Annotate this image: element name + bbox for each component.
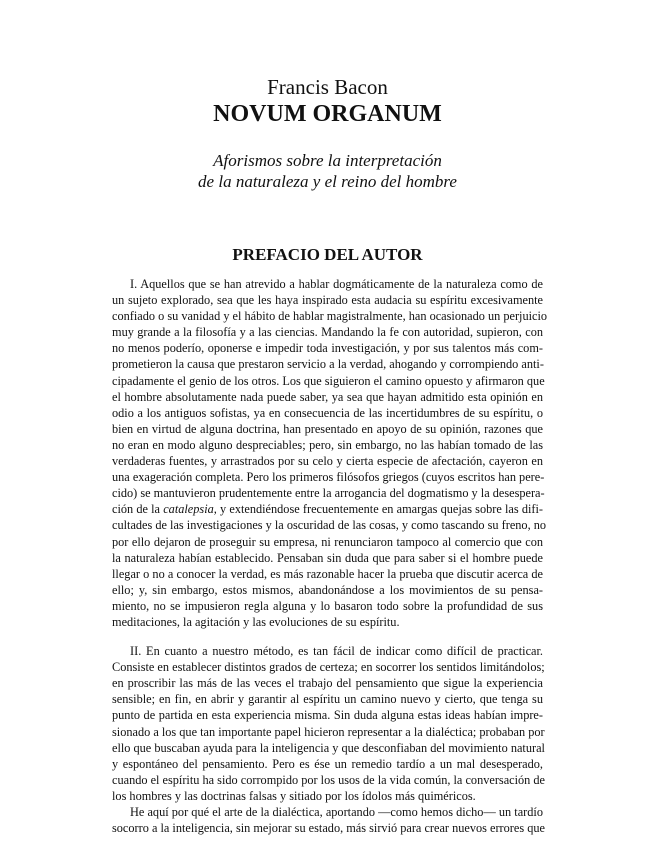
text-line: sionado a los que tan importante papel hicieron representar a la dialéctica; probaban por [112,724,545,739]
text-line: no menos poderío, oponerse e impedir toda investigación, y por sus talentos más com- [112,341,543,356]
text-line: cuando el espíritu ha sido corrompido por los usos de la vida común, la conversación de [112,772,546,787]
text-line: llegar o no a conocer la verdad, es más razonable hacer la prueba que discutir acerca de [112,566,543,581]
text-line [112,501,543,517]
paragraph-2 [112,643,546,804]
text-line: cultades de las investigaciones y la oscuridad de las cosas, y como tascando su freno, no [112,518,547,533]
text-line: el hombre absolutamente nada puede saber, ya sea que hayan admitido esta opinión en [112,389,543,404]
text-line: Consiste en establecer distintos grados de certeza; en socorrer los sentidos limitándolos; [112,660,545,675]
text-line: ello que buscaban ayuda para la inteligencia y que desconfiaban del movimiento natural [112,740,545,755]
body-text [112,276,548,836]
text-line: un sujeto explorado, sea que les haya inspirado esta audacia su espíritu excesivamente [112,293,543,308]
text-line: He aquí por qué el arte de la dialéctica, aportando —como hemos dicho— un tardío [130,805,543,819]
text-line: sensible; en fin, en abrir y garantir al espíritu un camino nuevo y cierto, que tenga su [112,692,543,707]
text-line: la naturaleza habían establecido. Pensaban sin duda que para saber si el hombre puede [112,550,543,565]
text-line: los hombres y las doctrinas falsas y sitiado por los ídolos más quiméricos. [112,788,476,803]
text-line: prometieron la causa que prestaron servicio a la verdad, ahogando y corrompiendo anti- [112,357,544,372]
text-line: ello; y, sin embargo, estos mismos, abandonándose a los movimientos de su pensa- [112,582,543,597]
text-line: confiado o su vanidad y el hábito de hablar magistralmente, han ocasionado un perjuicio [112,309,548,324]
text-line: I. Aquellos que se han atrevido a hablar dogmáticamente de la naturaleza como de [130,277,543,291]
book-subtitle [0,150,655,192]
text-line: no eran en modo alguno despreciables; pero, sin embargo, no las habían tomado de las [112,437,543,452]
subtitle-line-2: de la naturaleza y el reino del hombre [198,172,457,191]
text-line: una exageración completa. Pero los primeros filósofos griegos (cuyos escritos han pere- [112,470,545,485]
subtitle-line-1: Aforismos sobre la interpretación [213,151,442,170]
text-line: socorro a la inteligencia, sin mejorar su estado, más sirvió para crear nuevos errores que [112,821,545,836]
text-line: en proscribir las más de las veces el trabajo del pensamiento que sigue la experiencia [112,676,543,691]
author-name: Francis Bacon [267,75,388,99]
book-title: NOVUM ORGANUM [213,101,442,127]
text-line: odio a los antiguos sofistas, ya en consecuencia de las incertidumbres de su espíritu, o [112,405,543,420]
text-line: verdaderas fuentes, y arrastrados por su celo y cierta especie de afectación, cayeron en [112,454,543,469]
text-line: miento, no se impusieron regla alguna y lo basaron todo sobre la profundidad de sus [112,598,543,613]
paragraph-1 [112,276,548,630]
section-heading: PREFACIO DEL AUTOR [232,245,423,264]
text-line: II. En cuanto a nuestro método, es tan fácil de indicar como difícil de practicar. [130,644,543,659]
text-line: y espontáneo del pensamiento. Pero es ése un remedio tardío a un mal desesperado, [112,756,543,771]
text-line: cipadamente el genio de los otros. Los que siguieron el camino opuesto y afirmaron que [112,373,545,388]
paragraph-3 [112,804,543,836]
text-line: cido) se mantuvieron prudentemente entre la arrogancia del dogmatismo y la desespera- [112,486,545,501]
text-line: punto de partida en esta experiencia misma. Sin duda alguna estas ideas habían impre- [112,708,543,723]
emphasized-term: catalepsia, [163,502,217,517]
text-line: bien en virtud de alguna doctrina, han presentado en apoyo de su opinión, razones que [112,421,543,436]
text-line: meditaciones, la agitación y las evoluciones de su espíritu. [112,614,400,629]
text-line: por ello dejaron de proseguir su empresa, ni renunciaron tampoco al comercio que con [112,534,543,549]
paragraph-gap [112,630,543,643]
text-segment: y extendiéndose frecuentemente en amargas quejas sobre las difi- [220,502,543,517]
text-segment: ción de la [112,502,161,517]
text-line: muy grande a la filosofía y a las ciencias. Mandando la fe con autoridad, supieron, con [112,325,543,340]
